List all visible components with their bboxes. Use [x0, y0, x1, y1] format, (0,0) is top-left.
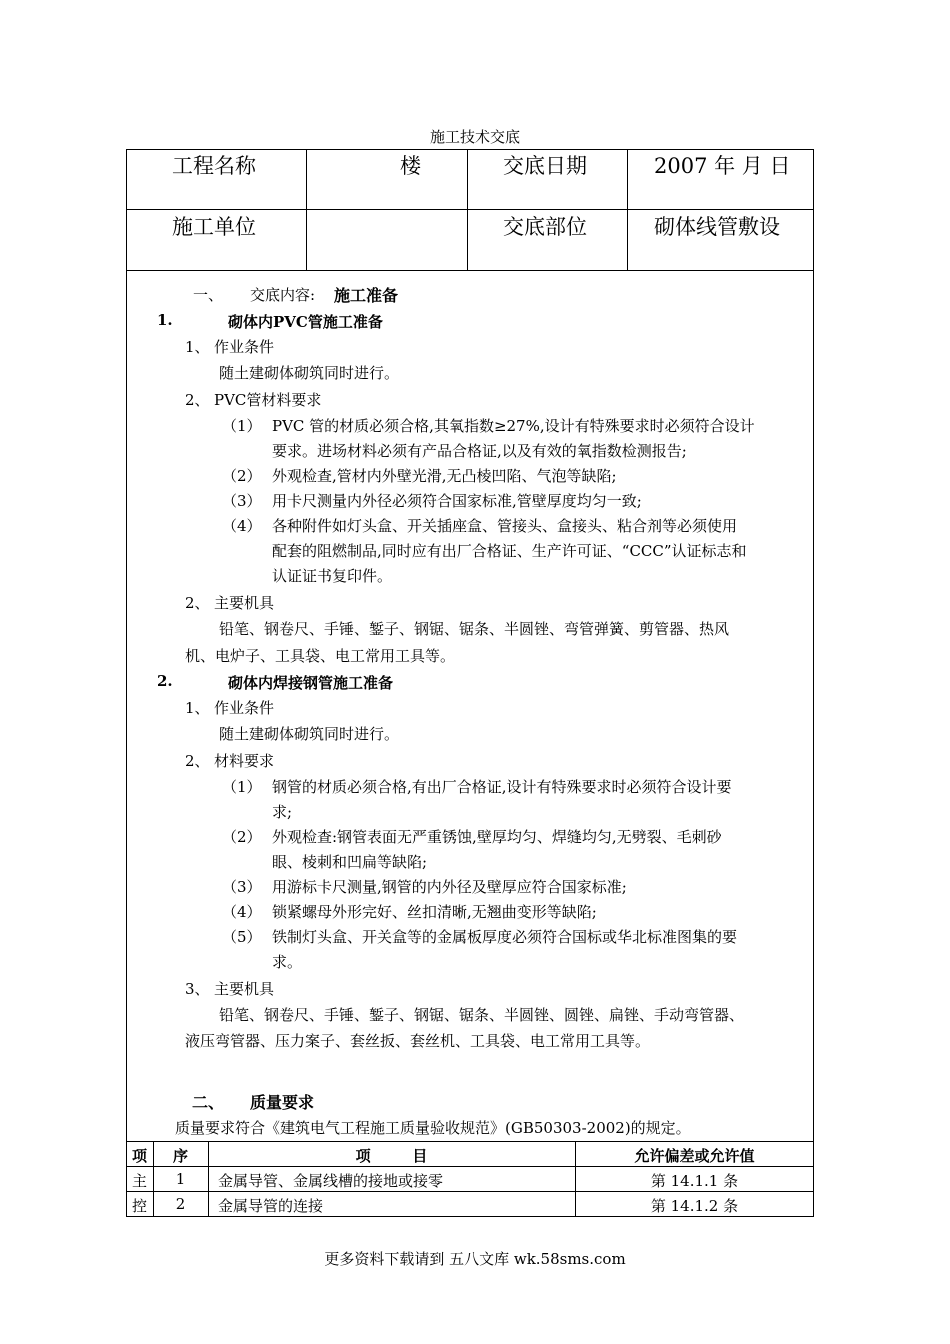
document-title: 施工技术交底	[429, 128, 520, 146]
qtable-row-2-seq: 2	[175, 1195, 186, 1213]
sub2-cond-text: 随土建砌体砌筑同时进行。	[219, 725, 400, 743]
sub1-item-1-number: （1）	[222, 417, 262, 435]
section1-title: 施工准备	[334, 286, 399, 305]
sub2-tools-line-2: 液压弯管器、压力案子、套丝扳、套丝机、工具袋、电工常用工具等。	[185, 1032, 651, 1050]
sub2-item-3-line-1: 用游标卡尺测量,钢管的内外径及壁厚应符合国家标准;	[272, 878, 627, 896]
sub2-item-5-number: （5）	[222, 928, 262, 946]
sub1-title: 砌体内PVC管施工准备	[228, 313, 383, 331]
sub2-item-2-line-1: 外观检查:钢管表面无严重锈蚀,壁厚均匀、焊缝均匀,无劈裂、毛刺砂	[272, 828, 722, 846]
date-label: 交底日期	[503, 154, 587, 178]
qtable-row-1-item: 金属导管、金属线槽的接地或接零	[218, 1172, 444, 1190]
sub1-tools-title: 主要机具	[214, 594, 275, 612]
sub1-number: 1.	[157, 311, 173, 329]
sub2-mat-number: 2、	[185, 752, 210, 770]
sub2-item-2-line-2: 眼、棱刺和凹扁等缺陷;	[272, 853, 428, 871]
sub1-item-4-line-1: 各种附件如灯头盒、开关插座盒、管接头、盒接头、粘合剂等必须使用	[272, 517, 738, 535]
qtable-row-2-value: 第 14.1.2 条	[650, 1197, 739, 1215]
unit-label: 施工单位	[172, 215, 256, 239]
sub1-mat-number: 2、	[185, 391, 210, 409]
project-name-label: 工程名称	[172, 154, 256, 178]
qtable-row-1-seq: 1	[175, 1170, 186, 1188]
header-col-line-2	[467, 149, 468, 270]
sub1-item-3-number: （3）	[222, 492, 262, 510]
section2-number: 二、	[192, 1093, 225, 1112]
qtable-header-item: 项 目	[355, 1147, 428, 1165]
qtable-header-group: 项	[131, 1147, 147, 1165]
qtable-header-line	[126, 1166, 814, 1167]
part-value: 砌体线管敷设	[654, 215, 780, 239]
header-col-line-1	[306, 149, 307, 270]
sub2-tools-title: 主要机具	[214, 980, 275, 998]
sub1-item-4-number: （4）	[222, 517, 262, 535]
sub1-tools-number: 2、	[185, 594, 210, 612]
sub1-item-4-line-2: 配套的阻燃制品,同时应有出厂合格证、生产许可证、“CCC”认证标志和	[272, 542, 747, 560]
sub2-title: 砌体内焊接钢管施工准备	[228, 674, 394, 692]
sub2-item-4-line-1: 锁紧螺母外形完好、丝扣清晰,无翘曲变形等缺陷;	[272, 903, 597, 921]
qtable-row-1-value: 第 14.1.1 条	[650, 1172, 739, 1190]
date-value: 2007 年 月 日	[654, 154, 791, 178]
header-col-line-3	[627, 149, 628, 270]
footer-link[interactable]: 更多资料下载请到 五八文库 wk.58sms.com	[324, 1250, 626, 1268]
qtable-row-2-group: 控	[131, 1197, 147, 1215]
sub2-mat-title: 材料要求	[214, 752, 275, 770]
qtable-row-1-group: 主	[131, 1172, 147, 1190]
sub2-item-2-number: （2）	[222, 828, 262, 846]
sub1-item-2-number: （2）	[222, 467, 262, 485]
sub2-cond-title: 作业条件	[214, 699, 275, 717]
qtable-header-seq: 序	[172, 1147, 188, 1165]
qtable-header-value: 允许偏差或允许值	[634, 1147, 755, 1165]
project-name-value: 楼	[400, 154, 421, 178]
sub1-tools-line-2: 机、电炉子、工具袋、电工常用工具等。	[185, 647, 456, 665]
sub1-tools-line-1: 铅笔、钢卷尺、手锤、錾子、钢锯、锯条、半圆锉、弯管弹簧、剪管器、热风	[219, 620, 730, 638]
sub1-item-1-line-2: 要求。进场材料必须有产品合格证,以及有效的氧指数检测报告;	[272, 442, 687, 460]
header-divider-1	[126, 209, 814, 210]
sub2-item-3-number: （3）	[222, 878, 262, 896]
sub1-cond-title: 作业条件	[214, 338, 275, 356]
sub2-item-1-number: （1）	[222, 778, 262, 796]
section1-number: 一、	[193, 286, 224, 304]
sub2-tools-number: 3、	[185, 980, 210, 998]
section2-title: 质量要求	[250, 1093, 315, 1112]
qtable-row-2-item: 金属导管的连接	[218, 1197, 324, 1215]
sub1-cond-text: 随土建砌体砌筑同时进行。	[219, 364, 400, 382]
sub1-mat-title: PVC管材料要求	[214, 391, 322, 409]
sub2-cond-number: 1、	[185, 699, 210, 717]
sub2-item-4-number: （4）	[222, 903, 262, 921]
sub2-item-5-line-1: 铁制灯头盒、开关盒等的金属板厚度必须符合国标或华北标准图集的要	[272, 928, 738, 946]
sub2-item-5-line-2: 求。	[272, 953, 303, 971]
part-label: 交底部位	[503, 215, 587, 239]
sub1-cond-number: 1、	[185, 338, 210, 356]
section2-intro: 质量要求符合《建筑电气工程施工质量验收规范》(GB50303-2002)的规定。	[175, 1119, 691, 1137]
sub2-item-1-line-2: 求;	[272, 803, 293, 821]
sub1-item-1-line-1: PVC 管的材质必须合格,其氧指数≥27%,设计有特殊要求时必须符合设计	[272, 417, 755, 435]
sub1-item-3-line-1: 用卡尺测量内外径必须符合国家标准,管壁厚度均匀一致;	[272, 492, 642, 510]
sub2-item-1-line-1: 钢管的材质必须合格,有出厂合格证,设计有特殊要求时必须符合设计要	[272, 778, 732, 796]
qtable-row-line	[126, 1191, 814, 1192]
sub2-number: 2.	[157, 672, 173, 690]
section1-label: 交底内容:	[250, 286, 316, 304]
header-divider-2	[126, 270, 814, 271]
sub1-item-2-line-1: 外观检查,管材内外壁光滑,无凸棱凹陷、气泡等缺陷;	[272, 467, 617, 485]
sub2-tools-line-1: 铅笔、钢卷尺、手锤、錾子、钢锯、锯条、半圆锉、圆锉、扁锉、手动弯管器、	[219, 1006, 745, 1024]
sub1-item-4-line-3: 认证证书复印件。	[272, 567, 393, 585]
qtable-top-line	[126, 1141, 814, 1142]
